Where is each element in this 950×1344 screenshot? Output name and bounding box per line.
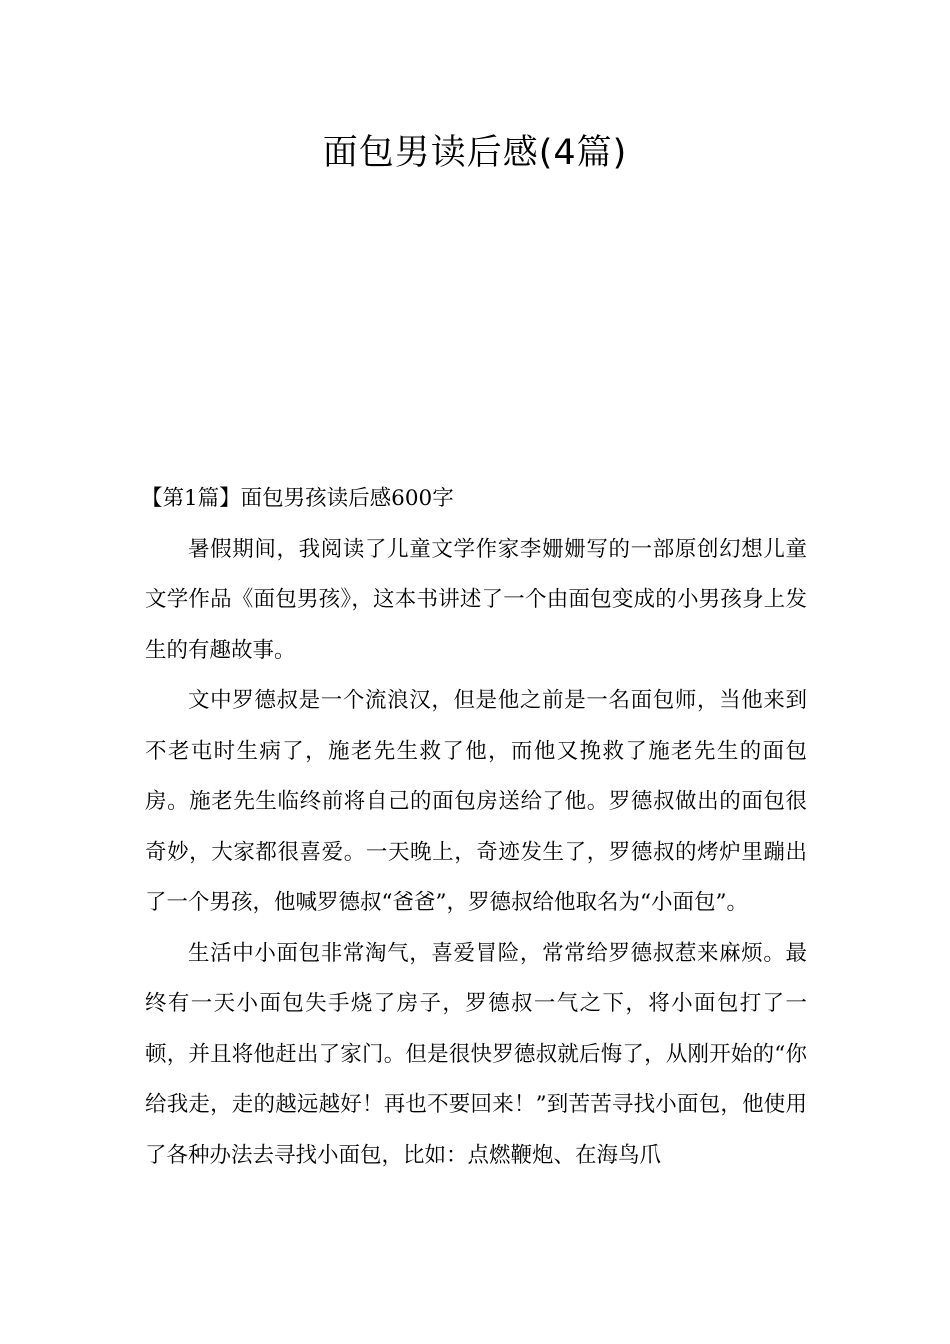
paragraph-1: 暑假期间，我阅读了儿童文学作家李姗姗写的一部原创幻想儿童文学作品《面包男孩》，这本书讲述了一个由面包变成的小男孩身上发生的有趣故事。 [145,536,807,663]
document-title: 面包男读后感(4篇) [322,133,628,173]
section-heading: 【第1篇】面包男孩读后感600字 [141,486,454,511]
paragraph-2: 文中罗德叔是一个流浪汉，但是他之前是一名面包师，当他来到不老屯时生病了，施老先生救了他，而他又挽救了施老先生的面包房。施老先生临终前将自己的面包房送给了他。罗德叔做出的面包很奇妙，大家都很喜爱。一天晚上，奇迹发生了，罗德叔的烤炉里蹦出了一个男孩，他喊罗德叔“爸爸”，罗德叔给他取名为“小面包”。 [145,688,807,915]
document-body [141,474,807,1181]
paragraph-3: 生活中小面包非常淘气，喜爱冒险，常常给罗德叔惹来麻烦。最终有一天小面包失手烧了房子，罗德叔一气之下，将小面包打了一顿，并且将他赶出了家门。但是很快罗德叔就后悔了，从刚开始的“你给我走，走的越远越好！再也不要回来！”到苦苦寻找小面包，他使用了各种办法去寻找小面包，比如：点燃鞭炮、在海鸟爪 [145,940,807,1168]
